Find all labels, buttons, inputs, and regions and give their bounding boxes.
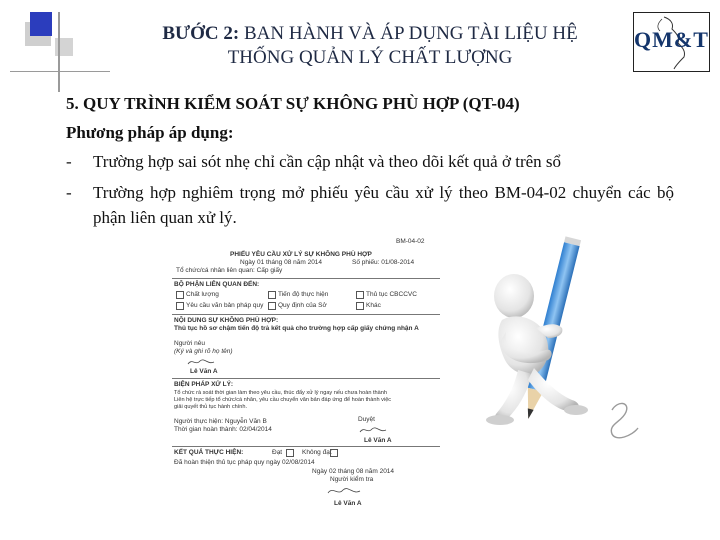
bullet-text: Trường hợp nghiêm trọng mở phiếu yêu cầu xử lý theo BM-04-02 chuyển các bộ phận liên quan xử lý.: [93, 183, 674, 227]
form-title: PHIẾU YÊU CẦU XỬ LÝ SỰ KHÔNG PHÙ HỢP: [230, 251, 372, 258]
form-checkbox: [268, 302, 276, 310]
signature-icon: [186, 356, 216, 368]
form-action-text: Liên hệ trực tiếp tổ chức/cá nhân, yêu cầu chuyển văn bản đáp ứng để hoàn thành việc: [174, 397, 392, 403]
form-related-item: Quy định của Sở: [278, 302, 327, 309]
form-related-item: Khác: [366, 302, 381, 309]
form-sign-note: (Ký và ghi rõ họ tên): [174, 348, 233, 355]
form-executor: Người thực hiện: Nguyễn Văn B: [174, 418, 267, 425]
method-label: Phương pháp áp dụng:: [66, 123, 234, 142]
form-code: BM-04-02: [396, 238, 425, 245]
bullet-item: [66, 149, 674, 174]
form-checkbox: [330, 449, 338, 457]
decor-square-blue: [30, 12, 52, 36]
form-issuer: Tổ chức/cá nhân liên quan: Cấp giấy: [176, 267, 283, 274]
form-related-item: Chất lượng: [186, 291, 219, 298]
form-date: Ngày 01 tháng 08 năm 2014: [240, 259, 323, 266]
title-step: BƯỚC 2:: [162, 23, 240, 44]
decor-horizontal-line: [10, 71, 110, 72]
form-divider: [172, 446, 440, 447]
form-divider: [172, 378, 440, 379]
form-checkbox: [176, 291, 184, 299]
signature-icon: [358, 424, 388, 436]
form-final-sign-label: Người kiểm tra: [330, 476, 374, 483]
form-related-item: Yêu cầu văn bản pháp quy: [186, 302, 264, 309]
logo: [633, 12, 710, 72]
section-heading: 5. QUY TRÌNH KIỂM SOÁT SỰ KHÔNG PHÙ HỢP (QT-04): [66, 94, 520, 113]
title-line-2: THỐNG QUẢN LÝ CHẤT LƯỢNG: [227, 47, 513, 68]
form-action-text: Tổ chức rà soát thời gian làm theo yêu cầu, thúc đẩy xử lý ngay nếu chưa hoàn thành: [174, 390, 387, 396]
form-result-a: Đạt: [272, 449, 283, 456]
form-result-b: Không đạt: [302, 449, 332, 456]
form-reporter-label: Người nêu: [174, 340, 206, 347]
logo-text: QM&T: [634, 27, 709, 52]
form-divider: [172, 314, 440, 315]
title-rest: BAN HÀNH VÀ ÁP DỤNG TÀI LIỆU HỆ: [243, 23, 578, 44]
form-divider: [172, 278, 440, 279]
form-content-heading: NỘI DUNG SỰ KHÔNG PHÙ HỢP:: [174, 317, 279, 324]
form-checkbox: [356, 291, 364, 299]
form-result-heading: KẾT QUẢ THỰC HIỆN:: [174, 449, 244, 456]
form-final-date: Ngày 02 tháng 08 năm 2014: [312, 468, 395, 475]
form-approver-label: Duyệt: [358, 416, 375, 423]
form-approver-name: Lê Văn A: [364, 437, 392, 444]
form-checkbox: [176, 302, 184, 310]
form-checkbox: [356, 302, 364, 310]
form-reporter-name: Lê Văn A: [190, 368, 218, 375]
form-deadline: Thời gian hoàn thành: 02/04/2014: [174, 426, 272, 433]
form-checkbox: [286, 449, 294, 457]
bullet-text: Trường hợp sai sót nhẹ chỉ cần cập nhật và theo dõi kết quả ở trên sổ: [93, 152, 562, 171]
form-action-text: giải quyết thủ tục hành chính.: [174, 404, 248, 410]
person-with-pencil-icon: [462, 232, 650, 442]
form-related-item: Thủ tục CBCCVC: [366, 291, 417, 298]
form-related-item: Tiến độ thực hiện: [278, 291, 329, 298]
form-result-text: Đã hoàn thiện thủ tục pháp quy ngày 02/08/2014: [174, 459, 315, 466]
signature-icon: [326, 484, 362, 498]
page-title: [110, 22, 630, 70]
form-content-text: Thủ tục hồ sơ chậm tiến độ trả kết quả cho trường hợp cấp giấy chứng nhận A: [174, 325, 419, 332]
form-action-heading: BIỆN PHÁP XỬ LÝ:: [174, 381, 234, 388]
form-checkbox: [268, 291, 276, 299]
bullet-item: [66, 180, 674, 230]
form-number: Số phiếu: 01/08-2014: [352, 259, 415, 266]
bullet-marker: -: [66, 183, 72, 202]
form-image: [168, 232, 443, 524]
form-final-name: Lê Văn A: [334, 500, 362, 507]
form-related-heading: BỘ PHẬN LIÊN QUAN ĐẾN:: [174, 281, 260, 288]
bullet-marker: -: [66, 152, 72, 171]
decor-vertical-line: [58, 12, 60, 92]
